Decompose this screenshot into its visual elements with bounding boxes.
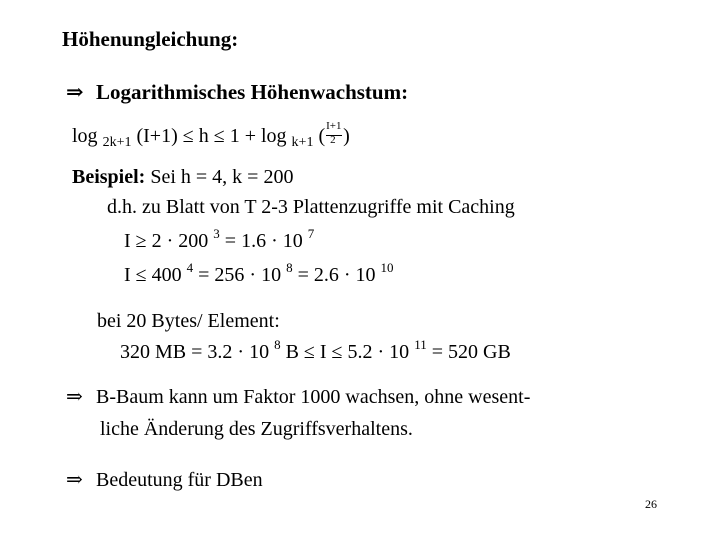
size-text: 320 MB = 3.2 · 10 (120, 341, 270, 363)
log-base-1: 2k+1 (102, 135, 132, 150)
implies-arrow-icon: ⇒ (66, 80, 84, 104)
exponent: 7 (307, 226, 315, 241)
rhs-term: 1 + log (229, 125, 287, 147)
example-line-4 (124, 260, 394, 286)
fraction-numerator: I+1 (326, 120, 342, 132)
example-text: Sei h = 4, k = 200 (150, 166, 294, 188)
lower-bound-text: I ≥ 2 · 200 (124, 230, 209, 252)
size-result: = 520 GB (431, 341, 511, 363)
btree-line-2: liche Änderung des Zugriffsverhaltens. (100, 418, 413, 440)
example-line-2: d.h. zu Blatt von T 2-3 Plattenzugriffe mit Caching (107, 196, 515, 218)
btree-line-1 (66, 387, 530, 407)
exponent: 8 (286, 260, 293, 275)
page-number: 26 (645, 497, 657, 511)
conclusion-line (66, 82, 408, 103)
meaning-line (66, 470, 263, 490)
example-label: Beispiel: (72, 166, 146, 188)
leq-symbol: ≤ (182, 125, 194, 147)
implies-arrow-icon: ⇒ (66, 386, 83, 408)
log-term: log (72, 125, 98, 147)
close-paren: ) (343, 125, 350, 147)
slide-title: Höhenungleichung: (62, 27, 239, 51)
log-base-2: k+1 (291, 135, 314, 150)
height-formula (72, 120, 350, 150)
bytes-line-2 (120, 337, 511, 363)
exponent: 11 (414, 337, 427, 352)
conclusion-text: Logarithmisches Höhenwachstum: (96, 80, 409, 104)
exponent: 8 (274, 337, 281, 352)
example-line-3 (124, 226, 315, 252)
upper-bound-mid: = 256 · 10 (198, 264, 282, 286)
bytes-line-1: bei 20 Bytes/ Element: (97, 310, 280, 332)
lower-bound-result: = 1.6 · 10 (224, 230, 303, 252)
fraction (325, 120, 343, 146)
leq-symbol: ≤ (213, 125, 225, 147)
fraction-denominator: 2 (330, 134, 336, 146)
meaning-text: Bedeutung für DBen (96, 469, 263, 491)
btree-text-1: B-Baum kann um Faktor 1000 wachsen, ohne wesent- (96, 386, 531, 408)
exponent: 3 (213, 226, 220, 241)
implies-arrow-icon: ⇒ (66, 469, 83, 491)
exponent: 10 (380, 260, 394, 275)
size-bound: B ≤ I ≤ 5.2 · 10 (285, 341, 410, 363)
log-argument: (I+1) (136, 125, 178, 147)
height-var: h (198, 125, 209, 147)
open-paren: ( (318, 125, 326, 147)
upper-bound-text: I ≤ 400 (124, 264, 182, 286)
example-line (72, 167, 293, 187)
upper-bound-result: = 2.6 · 10 (297, 264, 376, 286)
exponent: 4 (186, 260, 194, 275)
